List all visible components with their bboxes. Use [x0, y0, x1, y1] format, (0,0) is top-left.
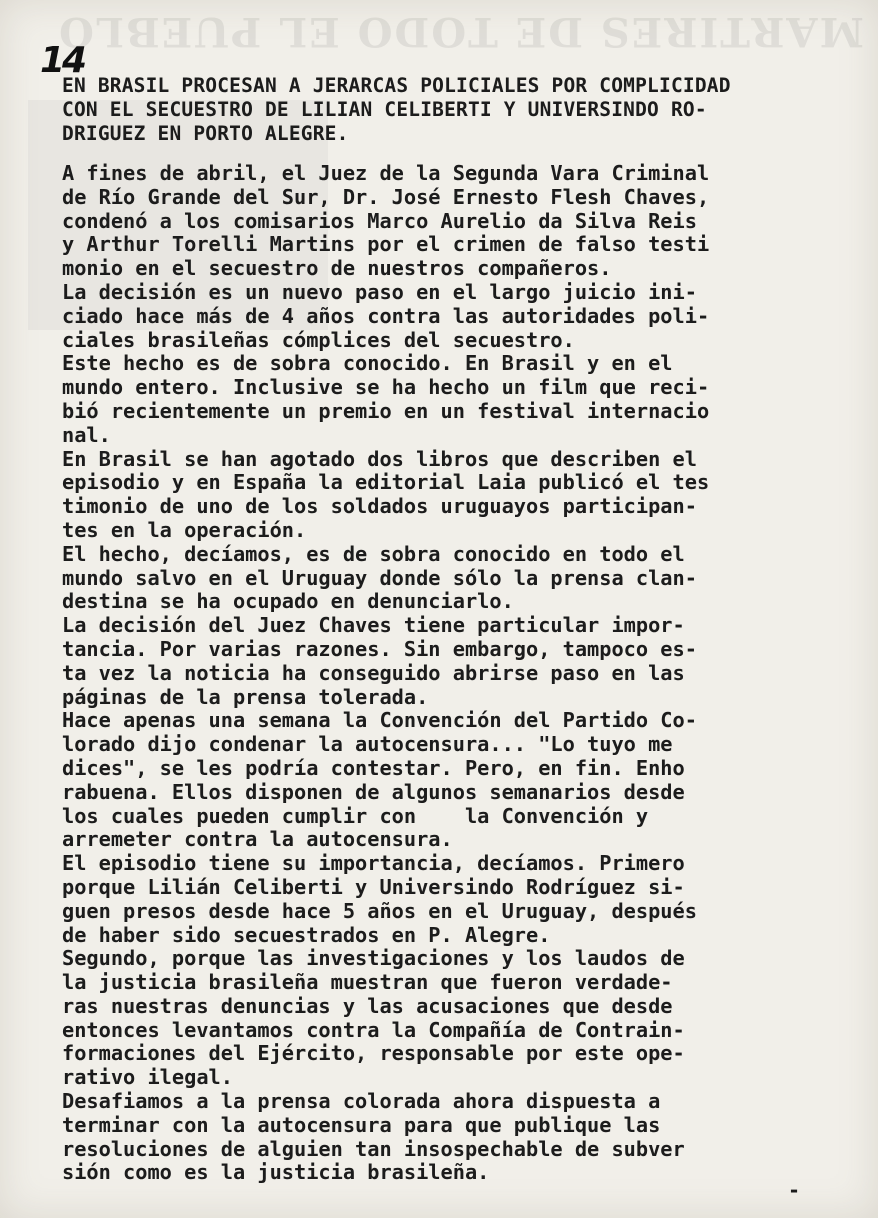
- body-line: Segundo, porque las investigaciones y los laudos de: [62, 946, 685, 971]
- body-line: formaciones del Ejército, responsable por este ope-: [62, 1041, 685, 1066]
- body-line: terminar con la autocensura para que publique las: [62, 1112, 661, 1137]
- body-line: entonces levantamos contra la Compañía de Contrain-: [62, 1017, 685, 1042]
- body-line: La decisión del Juez Chaves tiene particular impor-: [62, 613, 685, 638]
- body-line: El hecho, decíamos, es de sobra conocido en todo el: [62, 541, 685, 566]
- body-line: rativo ilegal.: [62, 1065, 233, 1090]
- body-line: sión como es la justicia brasileña.: [62, 1160, 490, 1185]
- body-line: El episodio tiene su importancia, decíamos. Primero: [62, 851, 685, 876]
- body-line: condenó a los comisarios Marco Aurelio da Silva Reis: [62, 208, 697, 233]
- body-line: Desafiamos a la prensa colorada ahora dispuesta a: [62, 1089, 661, 1114]
- body-line: La decisión es un nuevo paso en el largo juicio ini-: [62, 279, 697, 304]
- headline-line: DRIGUEZ EN PORTO ALEGRE.: [62, 122, 349, 145]
- body-line: En Brasil se han agotado dos libros que describen el: [62, 446, 697, 471]
- body-line: Este hecho es de sobra conocido. En Brasil y en el: [62, 351, 673, 376]
- bleed-through-text: MARTIRES DE TODO EL PUEBLO: [57, 8, 864, 55]
- body-line: guen presos desde hace 5 años en el Uruguay, después: [62, 898, 697, 923]
- body-line: timonio de uno de los soldados uruguayos participan-: [62, 494, 697, 519]
- body-line: porque Lilián Celiberti y Universindo Rodríguez si-: [62, 874, 685, 899]
- body-line: ras nuestras denuncias y las acusaciones que desde: [62, 993, 673, 1018]
- body-line: bió recientemente un premio en un festival internacio: [62, 398, 710, 423]
- body-line: resoluciones de alguien tan insospechable de subver: [62, 1136, 685, 1161]
- body-line: la justicia brasileña muestran que fueron verdade-: [62, 970, 673, 995]
- body-line: de haber sido secuestrados en P. Alegre.: [62, 922, 551, 947]
- body-line: ciado hace más de 4 años contra las autoridades poli-: [62, 303, 710, 328]
- body-line: ciales brasileñas cómplices del secuestro.: [62, 327, 575, 352]
- body-line: mundo entero. Inclusive se ha hecho un film que reci-: [62, 375, 710, 400]
- body-line: de Río Grande del Sur, Dr. José Ernesto Flesh Chaves,: [62, 184, 710, 209]
- body-line: ta vez la noticia ha conseguido abrirse paso en las: [62, 660, 685, 685]
- body-line: arremeter contra la autocensura.: [62, 827, 453, 852]
- body-line: mundo salvo en el Uruguay donde sólo la prensa clan-: [62, 565, 697, 590]
- page-number: 14: [40, 40, 85, 81]
- body-line: rabuena. Ellos disponen de algunos semanarios desde: [62, 779, 685, 804]
- body-line: destina se ha ocupado en denunciarlo.: [62, 589, 514, 614]
- end-mark: -: [787, 1178, 800, 1202]
- body-line: y Arthur Torelli Martins por el crimen de falso testi: [62, 232, 710, 257]
- body-line: nal.: [62, 422, 111, 447]
- headline-line: CON EL SECUESTRO DE LILIAN CELIBERTI Y UNIVERSINDO RO-: [62, 98, 707, 121]
- article-body: [62, 162, 872, 1185]
- headline-line: EN BRASIL PROCESAN A JERARCAS POLICIALES POR COMPLICIDAD: [62, 74, 731, 97]
- body-line: los cuales pueden cumplir con la Convención y: [62, 803, 649, 828]
- body-line: episodio y en España la editorial Laia publicó el tes: [62, 470, 710, 495]
- body-line: lorado dijo condenar la autocensura... "Lo tuyo me: [62, 732, 673, 757]
- body-line: páginas de la prensa tolerada.: [62, 684, 429, 709]
- body-line: Hace apenas una semana la Convención del Partido Co-: [62, 708, 697, 733]
- body-line: tes en la operación.: [62, 517, 307, 542]
- body-line: tancia. Por varias razones. Sin embargo, tampoco es-: [62, 636, 697, 661]
- body-line: A fines de abril, el Juez de la Segunda Vara Criminal: [62, 161, 710, 185]
- body-line: dices", se les podría contestar. Pero, en fin. Enho: [62, 755, 685, 780]
- body-line: monio en el secuestro de nuestros compañeros.: [62, 256, 612, 281]
- article-headline: [62, 74, 872, 146]
